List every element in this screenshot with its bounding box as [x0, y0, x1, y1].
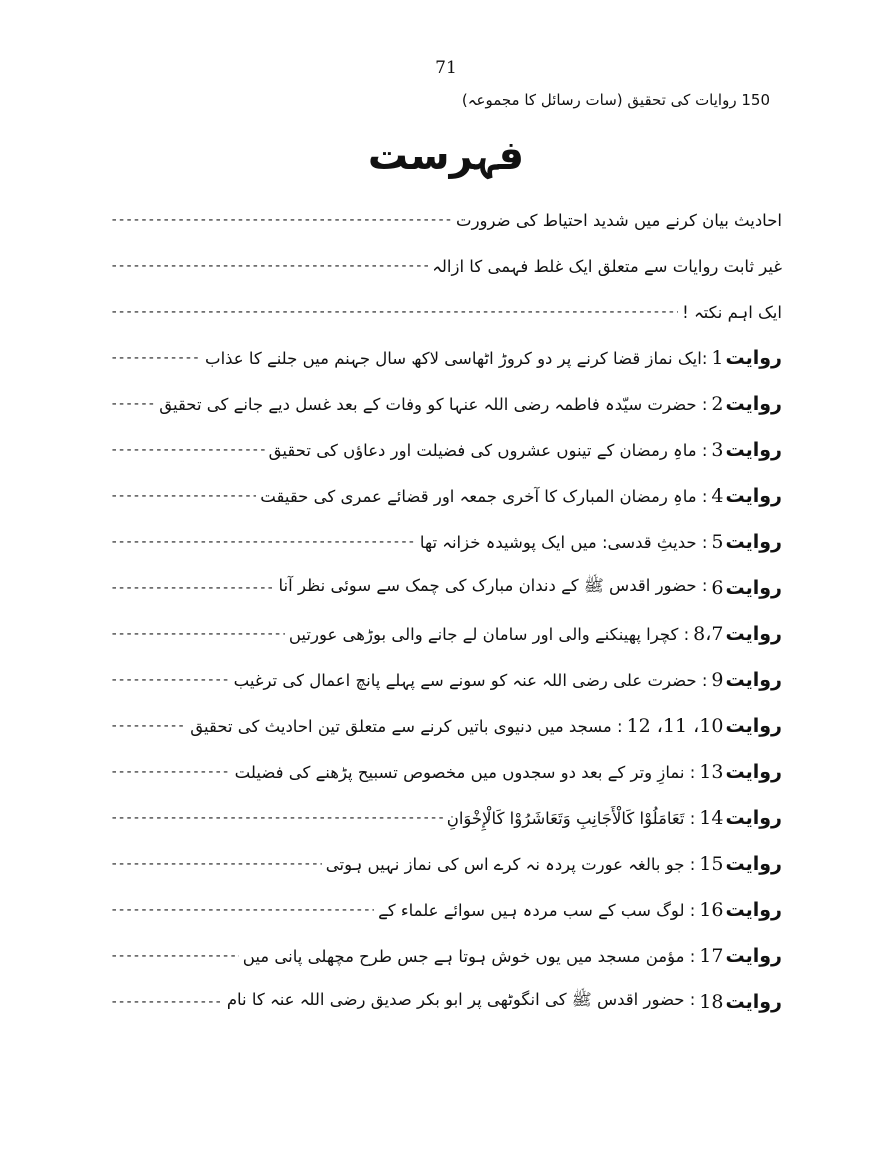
toc-entry-number: 14	[699, 807, 724, 829]
toc-entry-prefix: روایت	[725, 439, 782, 461]
toc-dot-leader	[110, 764, 231, 780]
toc-entry-prefix: روایت	[725, 393, 782, 415]
toc-dot-leader	[110, 994, 223, 1010]
toc-entry	[110, 427, 782, 473]
toc-entry-number: 1	[711, 347, 724, 369]
toc-entry	[110, 243, 782, 289]
toc-entry-prefix: روایت	[725, 347, 782, 369]
toc-entry-number: 18	[699, 991, 724, 1013]
toc-entry	[110, 335, 782, 381]
toc-entry	[110, 657, 782, 703]
toc-dot-leader	[110, 718, 186, 734]
toc-entry	[110, 703, 782, 749]
toc-entry-number: 10، 11، 12	[626, 715, 724, 737]
toc-entry-prefix: روایت	[725, 899, 782, 921]
toc-entry-title: : مؤمن مسجد میں یوں خوش ہوتا ہے جس طرح مچھلی پانی میں	[242, 946, 696, 966]
toc-entry-title: : نمازِ وتر کے بعد دو سجدوں میں مخصوص تسبیح پڑھنے کی فضیلت	[234, 762, 696, 782]
toc-dot-leader	[110, 856, 322, 872]
toc-entry	[110, 841, 782, 887]
toc-entry-number: 17	[699, 945, 724, 967]
running-header: 150 روایات کی تحقیق (سات رسائل کا مجموعہ)	[461, 91, 770, 109]
toc-entry-title: : ماہِ رمضان کے تینوں عشروں کی فضیلت اور دعاؤں کی تحقیق	[268, 440, 708, 460]
toc-entry-title: :ایک نماز قضا کرنے پر دو کروڑ اٹھاسی لاکھ سال جہنم میں جلنے کا عذاب	[205, 348, 708, 368]
toc-entry	[110, 473, 782, 519]
toc-entry-prefix: روایت	[725, 853, 782, 875]
toc-entry-title: : حدیثِ قدسی: میں ایک پوشیدہ خزانہ تھا	[419, 532, 708, 552]
toc-entry	[110, 979, 782, 1025]
toc-entry-number: 9	[711, 669, 724, 691]
toc-entry	[110, 381, 782, 427]
toc-dot-leader	[110, 534, 416, 550]
toc-entry-title: غیر ثابت روایات سے متعلق ایک غلط فہمی کا ازالہ	[432, 256, 782, 276]
toc-entry-prefix: روایت	[725, 485, 782, 507]
toc-entry-number: 3	[711, 439, 724, 461]
toc-entry-prefix: روایت	[725, 577, 782, 599]
toc-entry-number: 5	[711, 531, 724, 553]
toc-entry-prefix: روایت	[725, 761, 782, 783]
toc-entry-title: : حضور اقدس ﷺ کی انگوٹھی پر ابو بکر صدیق رضی اللہ عنہ کا نام	[226, 990, 696, 1009]
toc-dot-leader	[110, 488, 256, 504]
toc-dot-leader	[110, 948, 239, 964]
page-title: فہرست	[367, 133, 525, 179]
toc-entry	[110, 749, 782, 795]
toc-dot-leader	[110, 902, 374, 918]
toc-entry	[110, 611, 782, 657]
toc-dot-leader	[110, 212, 452, 228]
toc-entry-number: 4	[711, 485, 724, 507]
toc-entry-title: : حضور اقدس ﷺ کے دندان مبارک کی چمک سے سوئی نظر آنا	[278, 576, 708, 595]
toc-entry-title: : جو بالغہ عورت پردہ نہ کرے اس کی نماز نہیں ہوتی	[325, 854, 696, 874]
toc-entry-title: : ماہِ رمضان المبارک کا آخری جمعہ اور قضائے عمری کی حقیقت	[260, 486, 708, 506]
toc-entry	[110, 197, 782, 243]
toc-entry	[110, 289, 782, 335]
toc-entry	[110, 795, 782, 841]
table-of-contents	[110, 197, 782, 1025]
toc-entry	[110, 887, 782, 933]
toc-entry-prefix: روایت	[725, 531, 782, 553]
toc-entry	[110, 519, 782, 565]
toc-entry	[110, 933, 782, 979]
toc-entry-prefix: روایت	[725, 945, 782, 967]
toc-entry-title: : حضرت سیّدہ فاطمہ رضی اللہ عنہا کو وفات کے بعد غسل دیے جانے کی تحقیق	[159, 394, 708, 414]
toc-entry	[110, 565, 782, 611]
toc-dot-leader	[110, 442, 265, 458]
toc-dot-leader	[110, 580, 275, 596]
toc-entry-number: 15	[699, 853, 724, 875]
toc-entry-number: 2	[711, 393, 724, 415]
page-number: 71	[435, 58, 457, 78]
toc-entry-title: : مسجد میں دنیوی باتیں کرنے سے متعلق تین احادیث کی تحقیق	[190, 716, 623, 736]
toc-entry-number: 6	[711, 577, 724, 599]
toc-dot-leader	[110, 258, 428, 274]
toc-dot-leader	[110, 810, 443, 826]
toc-entry-prefix: روایت	[725, 623, 782, 645]
toc-entry-title: : لوگ سب کے سب مردہ ہیں سوائے علماء کے	[378, 900, 696, 920]
toc-entry-title: ایک اہم نکتہ !	[682, 302, 782, 322]
toc-dot-leader	[110, 672, 230, 688]
toc-entry-prefix: روایت	[725, 991, 782, 1013]
toc-entry-title: احادیث بیان کرنے میں شدید احتیاط کی ضرورت	[456, 210, 782, 230]
toc-dot-leader	[110, 396, 155, 412]
toc-entry-prefix: روایت	[725, 669, 782, 691]
toc-entry-number: 8،7	[693, 623, 724, 645]
toc-entry-prefix: روایت	[725, 715, 782, 737]
toc-entry-title: : کچرا پھینکنے والی اور سامان لے جانے والی بوڑھی عورتیں	[288, 624, 690, 644]
toc-entry-prefix: روایت	[725, 807, 782, 829]
toc-entry-title: : تَعَامَلُوْا كَالْأَجَانِبِ وَتَعَاشَرُوْا كَالْإِخْوَانِ	[446, 808, 696, 828]
toc-entry-number: 16	[699, 899, 724, 921]
toc-dot-leader	[110, 304, 678, 320]
toc-entry-number: 13	[699, 761, 724, 783]
toc-dot-leader	[110, 626, 285, 642]
toc-dot-leader	[110, 350, 201, 366]
toc-entry-title: : حضرت علی رضی اللہ عنہ کو سونے سے پہلے پانچ اعمال کی ترغیب	[233, 670, 708, 690]
